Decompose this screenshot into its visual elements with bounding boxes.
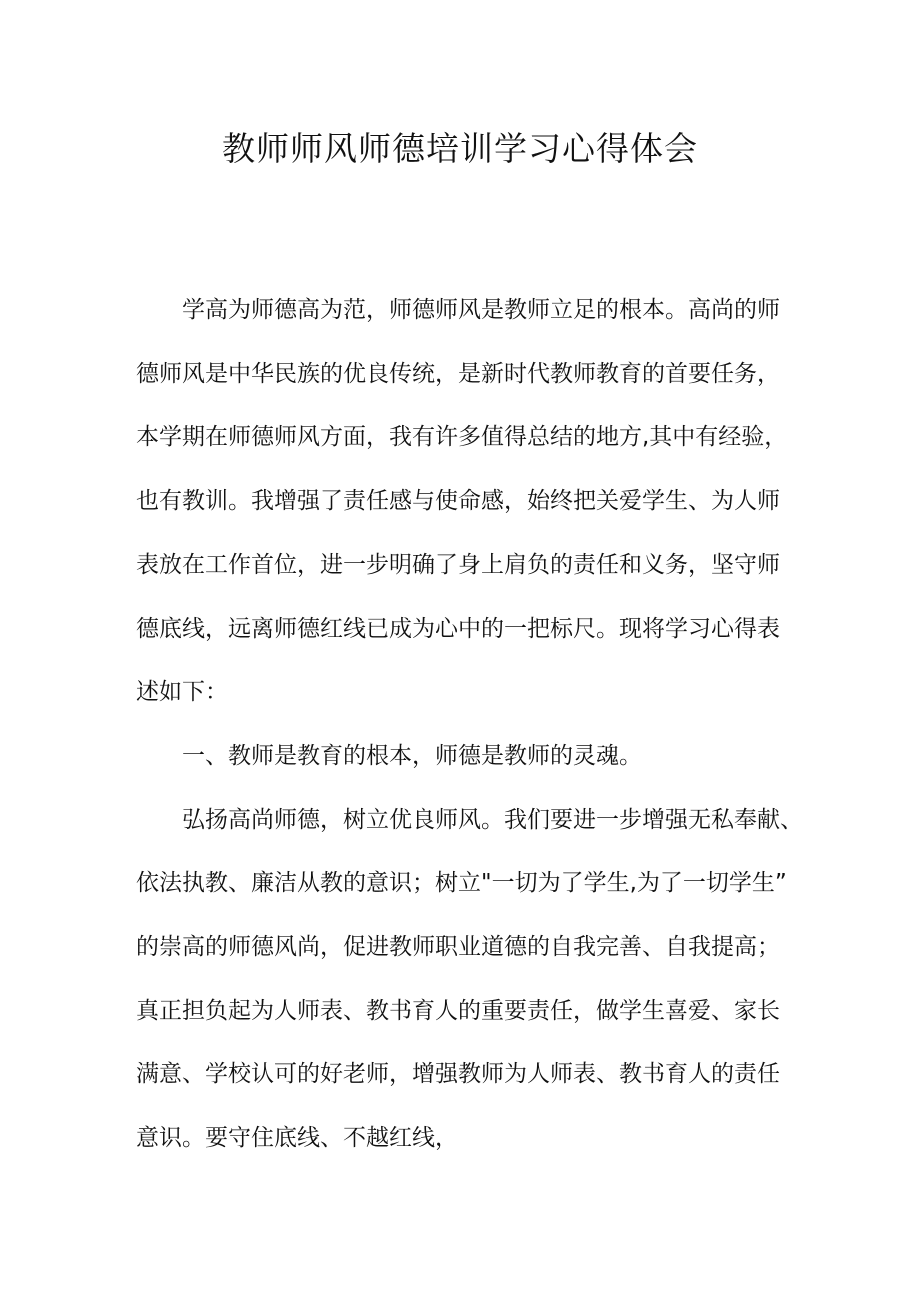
text-line: 本学期在师德师风方面，我有许多值得总结的地方,其中有经验，: [136, 424, 788, 451]
text-line: 表放在工作首位，进一步明确了身上肩负的责任和义务，坚守师: [136, 551, 780, 578]
text-line: 一、教师是教育的根本，师德是教师的灵魂。: [182, 742, 642, 769]
section-heading: [136, 725, 811, 789]
text-line: 满意、学校认可的好老师，增强教师为人师表、教书育人的责任: [136, 1061, 780, 1088]
text-line: 德师风是中华民族的优良传统，是新时代教师教育的首要任务，: [136, 360, 780, 387]
paragraph-section-one: [136, 789, 811, 1171]
document-body: [136, 279, 811, 1171]
paragraph-intro: [136, 279, 811, 725]
text-line: 的崇高的师德风尚，促进教师职业道德的自我完善、自我提高；: [136, 934, 780, 961]
document-title: 教师师风师德培训学习心得体会: [222, 129, 698, 168]
text-line: 也有教训。我增强了责任感与使命感，始终把关爱学生、为人师: [136, 488, 780, 515]
text-line: 依法执教、廉洁从教的意识；树立"一切为了学生,为了一切学生”: [136, 870, 787, 897]
text-line: 真正担负起为人师表、教书育人的重要责任，做学生喜爱、家长: [136, 997, 780, 1024]
text-line: 学高为师德高为范，师德师风是教师立足的根本。高尚的师: [182, 297, 780, 323]
text-line: 德底线，远离师德红线已成为心中的一把标尺。现将学习心得表: [136, 615, 780, 642]
text-line: 弘扬高尚师德，树立优良师风。我们要进一步增强无私奉献、: [182, 806, 803, 833]
text-line: 意识。要守住底线、不越红线，: [136, 1125, 458, 1152]
text-line: 述如下：: [136, 679, 228, 706]
